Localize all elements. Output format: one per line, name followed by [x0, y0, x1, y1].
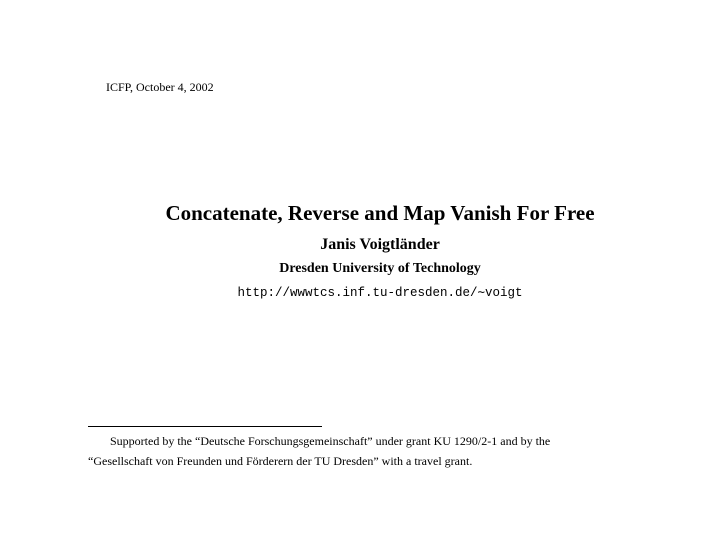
title-block: [0, 198, 720, 302]
funding-footnote: [88, 431, 648, 471]
author-url: http://wwwtcs.inf.tu-dresden.de/∼voigt: [237, 286, 523, 300]
paper-title: Concatenate, Reverse and Map Vanish For Free: [165, 201, 595, 225]
footnote-line-2: “Gesellschaft von Freunden und Förderern der TU Dresden” with a travel grant.: [88, 454, 473, 468]
footnote-line-1: Supported by the “Deutsche Forschungsgemeinschaft” under grant KU 1290/2-1 and by the: [110, 434, 551, 448]
author-name: Janis Voigtländer: [320, 236, 440, 253]
conference-date-header: ICFP, October 4, 2002: [106, 80, 214, 94]
footnote-rule: [88, 426, 322, 427]
author-affiliation: Dresden University of Technology: [279, 261, 481, 276]
